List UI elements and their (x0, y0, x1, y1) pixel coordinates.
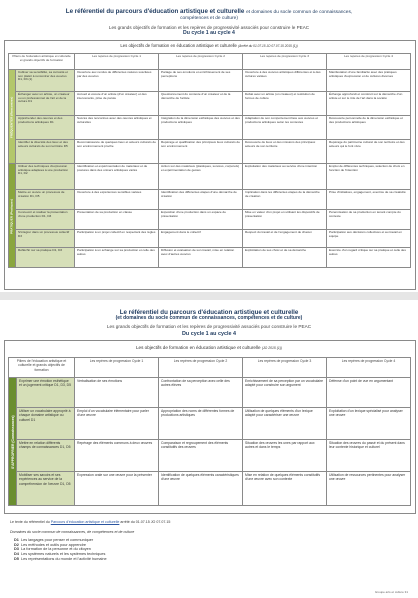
page1-header-row (9, 54, 411, 70)
page2-header-cycle2: Les repères de progression Cycle 2 (159, 358, 243, 378)
cycle3-cell: Implication dans les différentes étapes de la démarche de création (243, 190, 327, 210)
cycle3-cell: Respect du travail et de l'engagement de chacun (243, 230, 327, 248)
document-page-2 (0, 300, 418, 598)
cycle4-cell: Défense d'un point de vue en argumentant (327, 378, 411, 408)
cycle3-cell: Explicitation de ses choix et de sa démarche (243, 248, 327, 268)
page2-title-line2: (et domaines du socle commun de connaissances, compétences et de culture) (115, 315, 303, 322)
table-row (9, 440, 411, 472)
page2-header-cycle1: Les repères de progression Cycle 1 (75, 358, 159, 378)
cycle2-cell: Partage de ses émotions et enrichissement de ses perceptions (159, 70, 243, 92)
cycle4-cell: Échange approfondi et construit sur la démarche d'un artiste et sur le rôle de l'art dans la société (327, 92, 411, 116)
page1-subtitle: Les grands objectifs de formation et les repères de progressivité associés pour construire le PEAC (108, 25, 310, 30)
domain-label: Les systèmes naturels et les systèmes techniques (20, 552, 106, 557)
domain-label: Les représentations du monde et l'activité humaine (20, 556, 107, 561)
pillar-label-sapproprier: S'APPROPRIER (Connaissances) (9, 378, 17, 506)
cycle2-cell: Intégration de la dimension esthétique des œuvres et des productions artistiques (159, 116, 243, 140)
page2-footnote (10, 520, 408, 524)
cycle4-cell: Repérage du patrimoine culturel de son territoire et des acteurs qui le font vivre (327, 140, 411, 164)
socle-heading: Domaines du socle commun de connaissances, de compétences et de culture (10, 530, 135, 534)
objective-cell: Réfléchir sur sa pratique D1, D3 (16, 248, 75, 268)
table-row (9, 378, 411, 408)
cycle3-cell: Mise en valeur d'un projet en utilisant les dispositifs de présentation (243, 210, 327, 230)
cycle4-cell: Manifestation d'une familiarité avec des pratiques artistiques d'expression et de cultures diverses (327, 70, 411, 92)
table-row (9, 140, 411, 164)
domain-item (14, 557, 394, 562)
objective-cell: Mobiliser ses savoirs et ses expériences au service de la compréhension de l'œuvre D1, D5 (17, 472, 75, 506)
cycle2-cell: Action sur des matériaux (plastiques, sonores, corporels) et expérimentation de gestes (159, 164, 243, 190)
domain-label: La formation de la personne et du citoyen (20, 547, 91, 552)
page2-title-main: Le référentiel du parcours d'éducation artistique et culturelle (119, 309, 299, 316)
cycle4-cell: Exploitation d'un lexique spécialisé pour analyser une œuvre (327, 408, 411, 440)
table-row (9, 92, 411, 116)
cycle1-cell: Repérage des éléments communs à deux œuvres (75, 440, 159, 472)
cycle2-cell: Exposition d'une production dans un espace de présentation (159, 210, 243, 230)
objective-cell: Mettre en relation différents champs de connaissances D1, D5 (17, 440, 75, 472)
cycle1-cell: Expression orale sur une œuvre pour la présenter (75, 472, 159, 506)
page2-objectives-ref: (JO 2015 (1)) (261, 346, 283, 350)
table-row (9, 230, 411, 248)
domains-list (14, 538, 394, 562)
cycle1-cell: Ouverture aux rendus de différentes natures suscitées par des œuvres (75, 70, 159, 92)
cycle4-cell: Utilisation de ressources pertinentes pour analyser une œuvre (327, 472, 411, 506)
page1-title-suffix: et domaines du socle commun de connaissances, (246, 10, 353, 15)
cycle4-cell: Participation aux décisions collectives et au travail en équipe (327, 230, 411, 248)
page1-cycle: Du cycle 1 au cycle 4 (183, 30, 235, 36)
domain-code: D1 (14, 538, 19, 542)
objective-cell: S'intégrer dans un processus collectif D3 (16, 230, 75, 248)
cycle4-cell: Situation des œuvres du passé et du présent dans leur contexte historique et culturel (327, 440, 411, 472)
table-row (9, 408, 411, 440)
page1-header-pillars: Piliers de l'éducation artistique et culturelle et grands objectifs de formation (9, 54, 75, 70)
table-row (9, 472, 411, 506)
cycle1-cell: Accueil et écoute d'un artiste (d'un créateur) et des intervenants, prise de parole (75, 92, 159, 116)
document-page-1 (0, 0, 418, 292)
cycle2-cell: Appropriation des noms de différentes formes de productions artistiques (159, 408, 243, 440)
cycle2-cell: Identification des différentes étapes d'une démarche de création (159, 190, 243, 210)
table-row (9, 164, 411, 190)
page1-objectives-title: Les objectifs de formation en éducation artistique et culturelle (120, 43, 237, 48)
cycle4-cell: Pérennisation de sa production en tenant compte du contexte (327, 210, 411, 230)
cycle4-cell: Exercice d'un regard critique sur sa pratique et celle des autres (327, 248, 411, 268)
cycle3-cell: Découverte de lieux et des missions des principaux acteurs de son territoire (243, 140, 327, 164)
cycle1-cell: Présentation de sa production en classe (75, 210, 159, 230)
cycle2-cell: Comparaison et regroupement des éléments constitutifs des œuvres (159, 440, 243, 472)
cycle3-cell: Adaptation de son comportement face aux œuvres et productions artistiques selon les contextes (243, 116, 327, 140)
table-row (9, 210, 411, 230)
objective-cell: Identifier la diversité des lieux et des acteurs culturels de son territoire D5 (16, 140, 75, 164)
page1-title (10, 8, 408, 21)
domain-code: D3 (14, 547, 19, 552)
objective-cell: Appréhender des œuvres et des productions artistiques D1 (16, 116, 75, 140)
copyright-note: Groupe arts et culture 31 (374, 590, 408, 594)
page2-header-row (9, 358, 411, 378)
cycle3-cell: Débat avec un artiste (un créateur) et restitution de formes de culture (243, 92, 327, 116)
cycle4-cell: Découverte personnelle de la dimension esthétique et des productions artistiques (327, 116, 411, 140)
page1-title-main: Le référentiel du parcours d'éducation artistique et culturelle (65, 8, 245, 15)
footnote-prefix: Le texte du référentiel du (10, 520, 50, 524)
domain-code: D4 (14, 552, 19, 557)
objective-cell: Cultiver sa sensibilité, sa curiosité et son plaisir à rencontrer des œuvres D1, D3 (1) (16, 70, 75, 92)
objective-cell: Utiliser un vocabulaire approprié à chaque domaine artistique ou culturel D1 (17, 408, 75, 440)
cycle1-cell: Participation à un échange sur sa production et celle des autres (75, 248, 159, 268)
page2-subtitle: Les grands objectifs de formation et les repères de progressivité associés pour construire le PEAC (106, 324, 312, 329)
table-row (9, 190, 411, 210)
objective-cell: Mettre en œuvre un processus de création D1, D5 (16, 190, 75, 210)
cycle2-cell: Identification de quelques éléments caractéristiques d'une œuvre (159, 472, 243, 506)
page-separator (0, 292, 418, 300)
table-row (9, 116, 411, 140)
cycle2-cell: Diffusion et évaluation de son travail, mise en relation avec d'autres œuvres (159, 248, 243, 268)
cycle1-cell: Participation à un projet collectif en respectant des règles (75, 230, 159, 248)
page1-objectives-heading (4, 43, 414, 48)
page2-objectives-heading (4, 345, 414, 350)
page1-header-cycle2: Les repères de progression Cycle 2 (159, 54, 243, 70)
page2-title (10, 309, 408, 322)
footnote-suffix: arrêté du 01.07.15 JO 07.07.15 (120, 520, 171, 524)
pillar-label-frequenter: FRÉQUENTER (Rencontres) (9, 70, 16, 164)
cycle3-cell: Enrichissement de sa perception par un vocabulaire adapté pour construire son argument (243, 378, 327, 408)
page1-header-cycle3: Les repères de progression Cycle 3 (243, 54, 327, 70)
cycle3-cell: Mise en relation de quelques éléments constitutifs d'une œuvre avec son contexte (243, 472, 327, 506)
objective-cell: Échanger avec un artiste, un créateur ou un professionnel de l'art et de la culture D1 (16, 92, 75, 116)
cycle2-cell: Questionnement du contexte d'un créateur et de la démarche de l'artiste (159, 92, 243, 116)
page2-header-cycle3: Les repères de progression Cycle 3 (243, 358, 327, 378)
cycle2-cell: Engagement dans le collectif (159, 230, 243, 248)
cycle1-cell: Reconnaissance de quelques lieux et acteurs culturels de son environnement proche (75, 140, 159, 164)
domain-label: Les langages pour penser et communiquer (20, 538, 94, 542)
cycle3-cell: Exploitation des matériaux au service d'une intention (243, 164, 327, 190)
domain-label: Les méthodes et outils pour apprendre (20, 542, 86, 547)
page2-objectives-title: Les objectifs de formation en éducation artistique et culturelle (135, 345, 261, 350)
objective-cell: Concevoir et réaliser la présentation d'une production D1, D3 (16, 210, 75, 230)
peac-link[interactable]: Parcours d'éducation artistique et culturelle (50, 520, 120, 524)
cycle1-cell: Ouverture à des expériences sensibles variées (75, 190, 159, 210)
domain-code: D5 (14, 556, 19, 561)
page2-cycle: Du cycle 1 au cycle 4 (182, 331, 236, 337)
page2-table (8, 357, 411, 506)
page1-table (8, 53, 411, 268)
page2-header-pillars: Piliers de l'éducation artistique et culturelle et grands objectifs de formation (9, 358, 75, 378)
objective-cell: Exprimer une émotion esthétique et un jugement critique D1, D3, D5 (17, 378, 75, 408)
cycle4-cell: Emploi de différentes techniques, sélection de choix en fonction de l'intention (327, 164, 411, 190)
table-row (9, 70, 411, 92)
cycle3-cell: Situation des œuvres les unes par rapport aux autres et dans le temps (243, 440, 327, 472)
cycle1-cell: Emploi d'un vocabulaire élémentaire pour parler d'une œuvre (75, 408, 159, 440)
cycle3-cell: Ouverture à des œuvres artistiques différentes et à des cultures variées (243, 70, 327, 92)
cycle2-cell: Repérage et qualification des principaux lieux culturels de son environnement (159, 140, 243, 164)
table-row (9, 248, 411, 268)
cycle1-cell: Identification et expérimentation de matériaux et de postures dans des univers artistiques variés (75, 164, 159, 190)
page1-header-cycle4: Les repères de progression Cycle 4 (327, 54, 411, 70)
page1-title-line2: compétences et de culture) (180, 15, 238, 21)
cycle1-cell: Succès des rencontres avec des œuvres artistiques et culturelles (75, 116, 159, 140)
cycle3-cell: Utilisation de quelques éléments d'un lexique adapté pour caractériser une œuvre (243, 408, 327, 440)
cycle4-cell: Prise d'initiatives, engagement, exercice de sa créativité (327, 190, 411, 210)
domain-code: D2 (14, 542, 19, 547)
pillar-label-pratiquer: PRATIQUER (Pratiques) (9, 164, 16, 268)
page1-objectives-ref: (Arrêté du 01.07.15 JO 07.07.15 2015 (1)) (238, 44, 298, 48)
page1-header-cycle1: Les repères de progression Cycle 1 (75, 54, 159, 70)
cycle2-cell: Confrontation de sa perception avec celle des autres élèves (159, 378, 243, 408)
page2-header-cycle4: Les repères de progression Cycle 4 (327, 358, 411, 378)
cycle1-cell: Verbalisation de ses émotions (75, 378, 159, 408)
objective-cell: Utiliser des techniques d'expression artistique adaptées à une production D1, D2 (16, 164, 75, 190)
